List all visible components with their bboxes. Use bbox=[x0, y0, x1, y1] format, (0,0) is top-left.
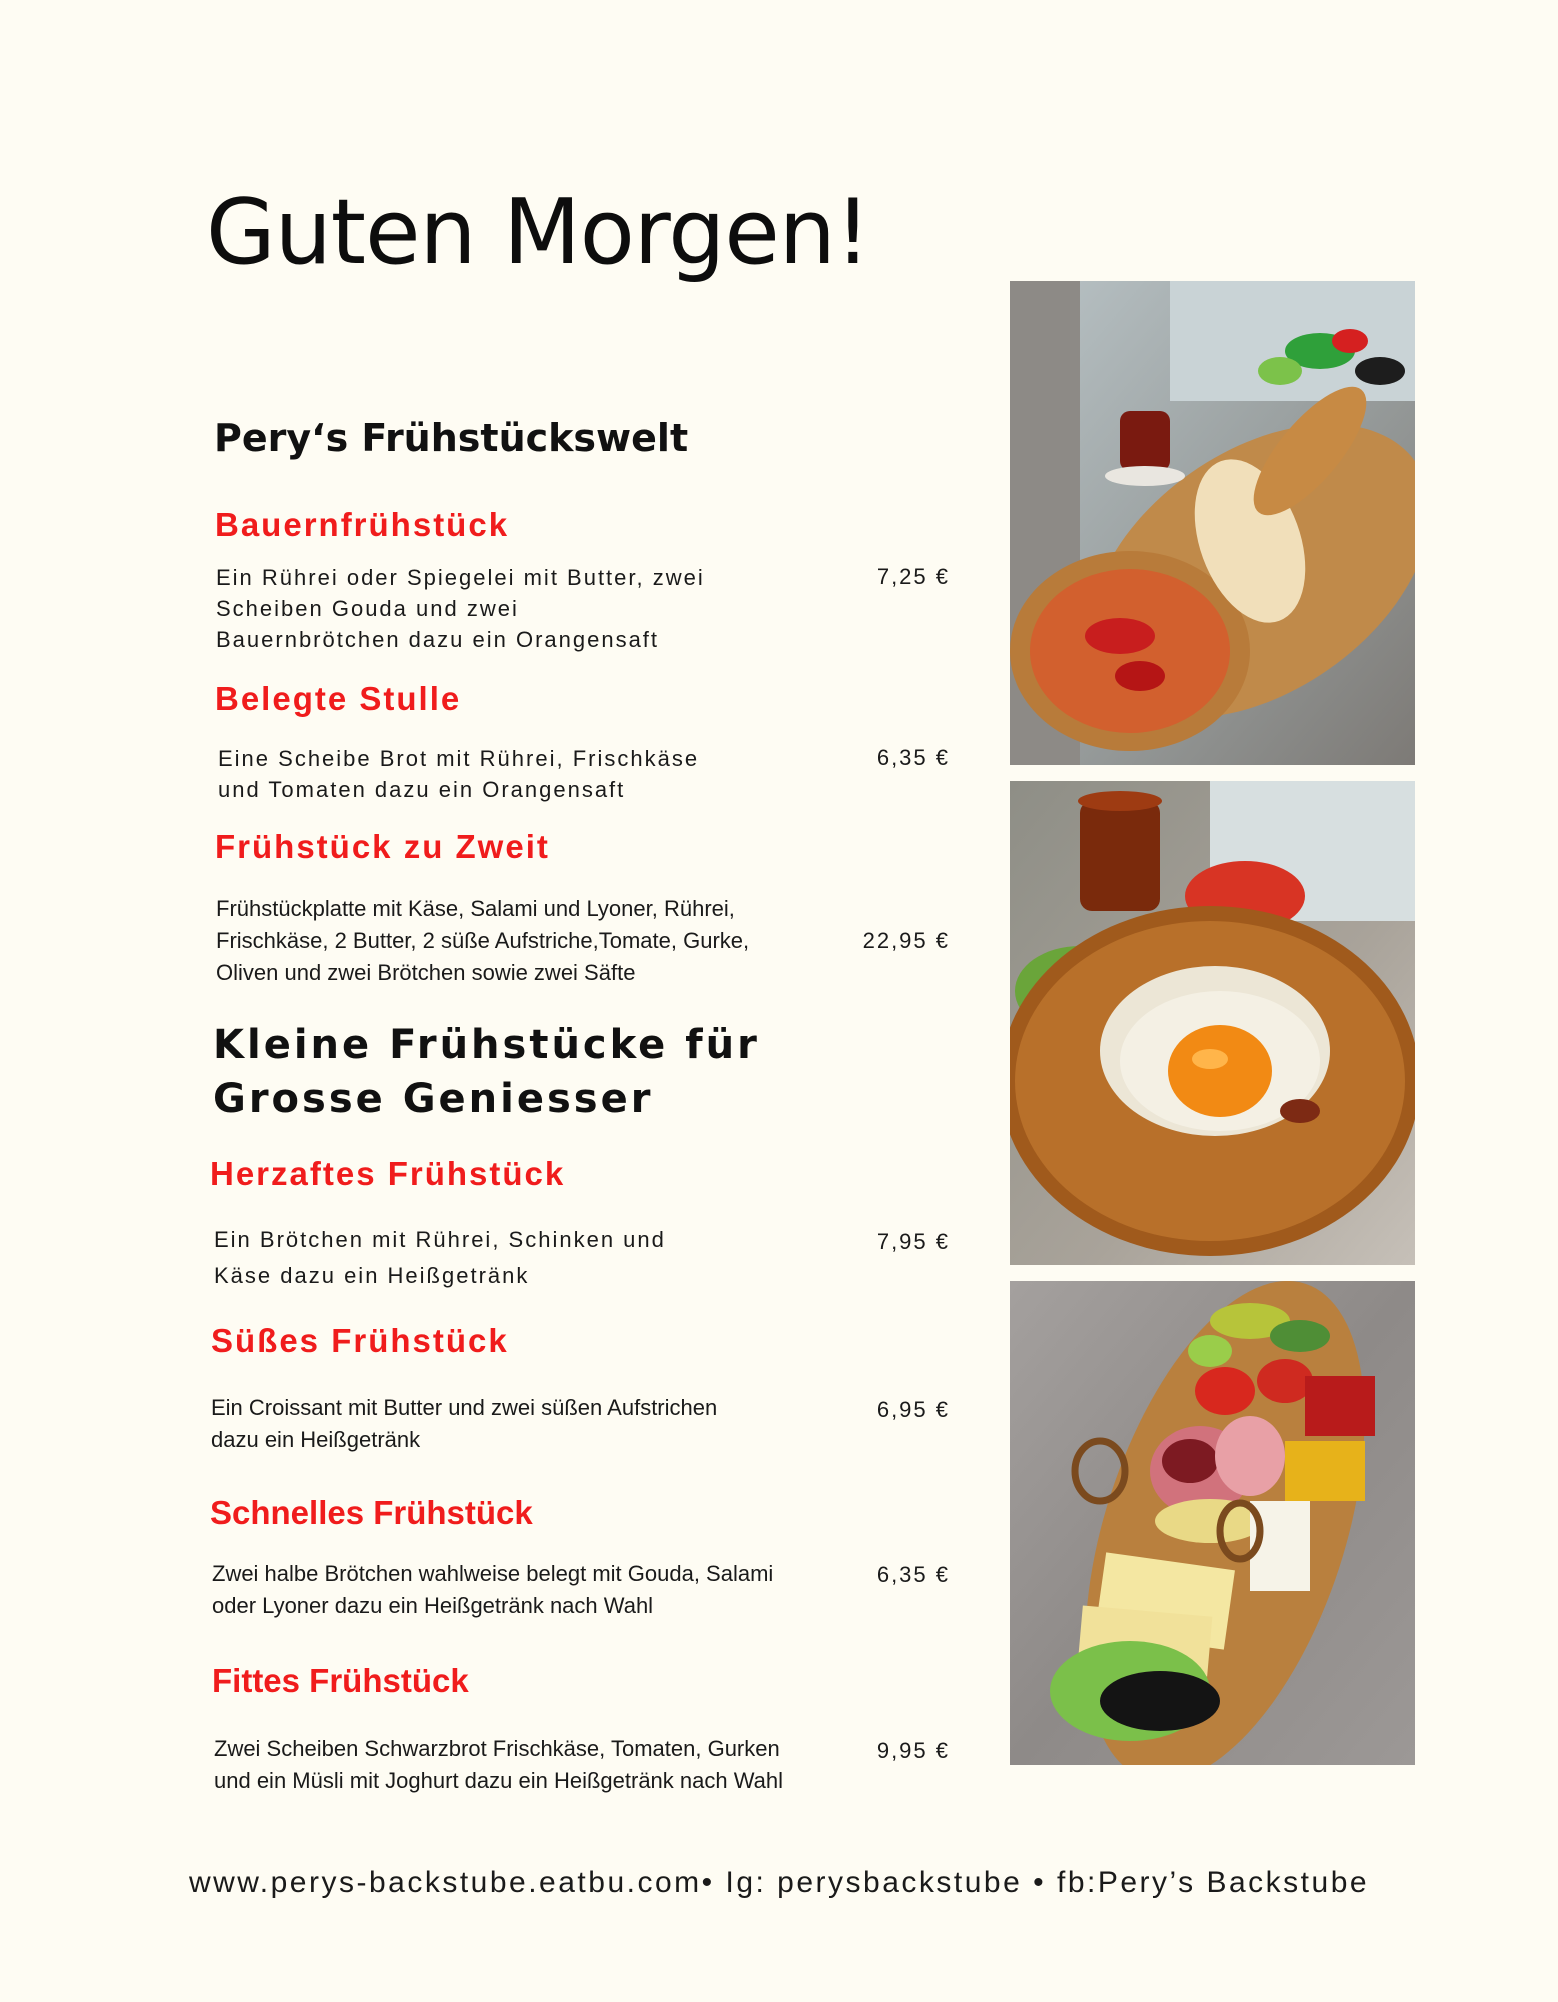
item-name-herzaftes-fruehstueck: Herzaftes Frühstück bbox=[210, 1155, 566, 1192]
breakfast-platter-photo bbox=[1010, 1281, 1415, 1765]
simit-egg-photo bbox=[1010, 781, 1415, 1265]
item-desc-fittes-fruehstueck: Zwei Scheiben Schwarzbrot Frischkäse, Tomaten, Gurken und ein Müsli mit Joghurt dazu ein Heißgetränk nach Wahl bbox=[214, 1736, 784, 1793]
item-name-belegte-stulle: Belegte Stulle bbox=[215, 680, 462, 717]
page-title: Guten Morgen! bbox=[206, 180, 870, 285]
item-desc-bauernfruehstueck: Ein Rührei oder Spiegelei mit Butter, zwei Scheiben Gouda und zwei Bauernbrötchen dazu ein Orangensaft bbox=[216, 565, 705, 652]
item-desc-belegte-stulle: Eine Scheibe Brot mit Rührei, Frischkäse und Tomaten dazu ein Orangensaft bbox=[218, 746, 700, 802]
footer-contact bbox=[0, 1866, 1558, 1900]
item-name-fruehstueck-zu-zweit: Frühstück zu Zweit bbox=[215, 828, 550, 865]
item-price-belegte-stulle: 6,35 € bbox=[876, 745, 950, 770]
footer-instagram: • Ig: perysbackstube bbox=[701, 1866, 1023, 1899]
section-title-kleine-line1: Kleine Frühstücke für bbox=[213, 1022, 760, 1068]
item-price-bauernfruehstueck: 7,25 € bbox=[876, 564, 950, 589]
item-price-suesses-fruehstueck: 6,95 € bbox=[876, 1397, 950, 1422]
item-price-fruehstueck-zu-zweit: 22,95 € bbox=[862, 928, 950, 953]
footer-website-link[interactable]: www.perys-backstube.eatbu.com bbox=[188, 1866, 702, 1899]
item-name-schnelles-fruehstueck: Schnelles Frühstück bbox=[210, 1494, 533, 1531]
item-desc-fruehstueck-zu-zweit: Frühstückplatte mit Käse, Salami und Lyoner, Rührei, Frischkäse, 2 Butter, 2 süße Aufstriche,Tomate, Gurke, Oliven und zwei Brötchen sowie zwei Säfte bbox=[216, 896, 750, 985]
item-desc-herzaftes-fruehstueck: Ein Brötchen mit Rührei, Schinken und Käse dazu ein Heißgetränk bbox=[214, 1227, 666, 1288]
item-desc-suesses-fruehstueck: Ein Croissant mit Butter und zwei süßen Aufstrichen dazu ein Heißgetränk bbox=[211, 1395, 718, 1452]
item-name-fittes-fruehstueck: Fittes Frühstück bbox=[212, 1662, 469, 1699]
item-desc-schnelles-fruehstueck: Zwei halbe Brötchen wahlweise belegt mit Gouda, Salami oder Lyoner dazu ein Heißgetränk nach Wahl bbox=[212, 1561, 774, 1618]
item-name-suesses-fruehstueck: Süßes Frühstück bbox=[211, 1322, 509, 1359]
item-price-fittes-fruehstueck: 9,95 € bbox=[876, 1738, 950, 1763]
breakfast-tray-photo bbox=[1010, 281, 1415, 765]
item-price-herzaftes-fruehstueck: 7,95 € bbox=[876, 1229, 950, 1254]
item-price-schnelles-fruehstueck: 6,35 € bbox=[876, 1562, 950, 1587]
item-name-bauernfruehstueck: Bauernfrühstück bbox=[215, 506, 510, 543]
section-title-fruehstueckswelt: Pery‘s Frühstückswelt bbox=[214, 416, 689, 460]
footer-facebook: • fb:Pery’s Backstube bbox=[1033, 1866, 1370, 1899]
section-title-kleine-line2: Grosse Geniesser bbox=[213, 1076, 654, 1122]
